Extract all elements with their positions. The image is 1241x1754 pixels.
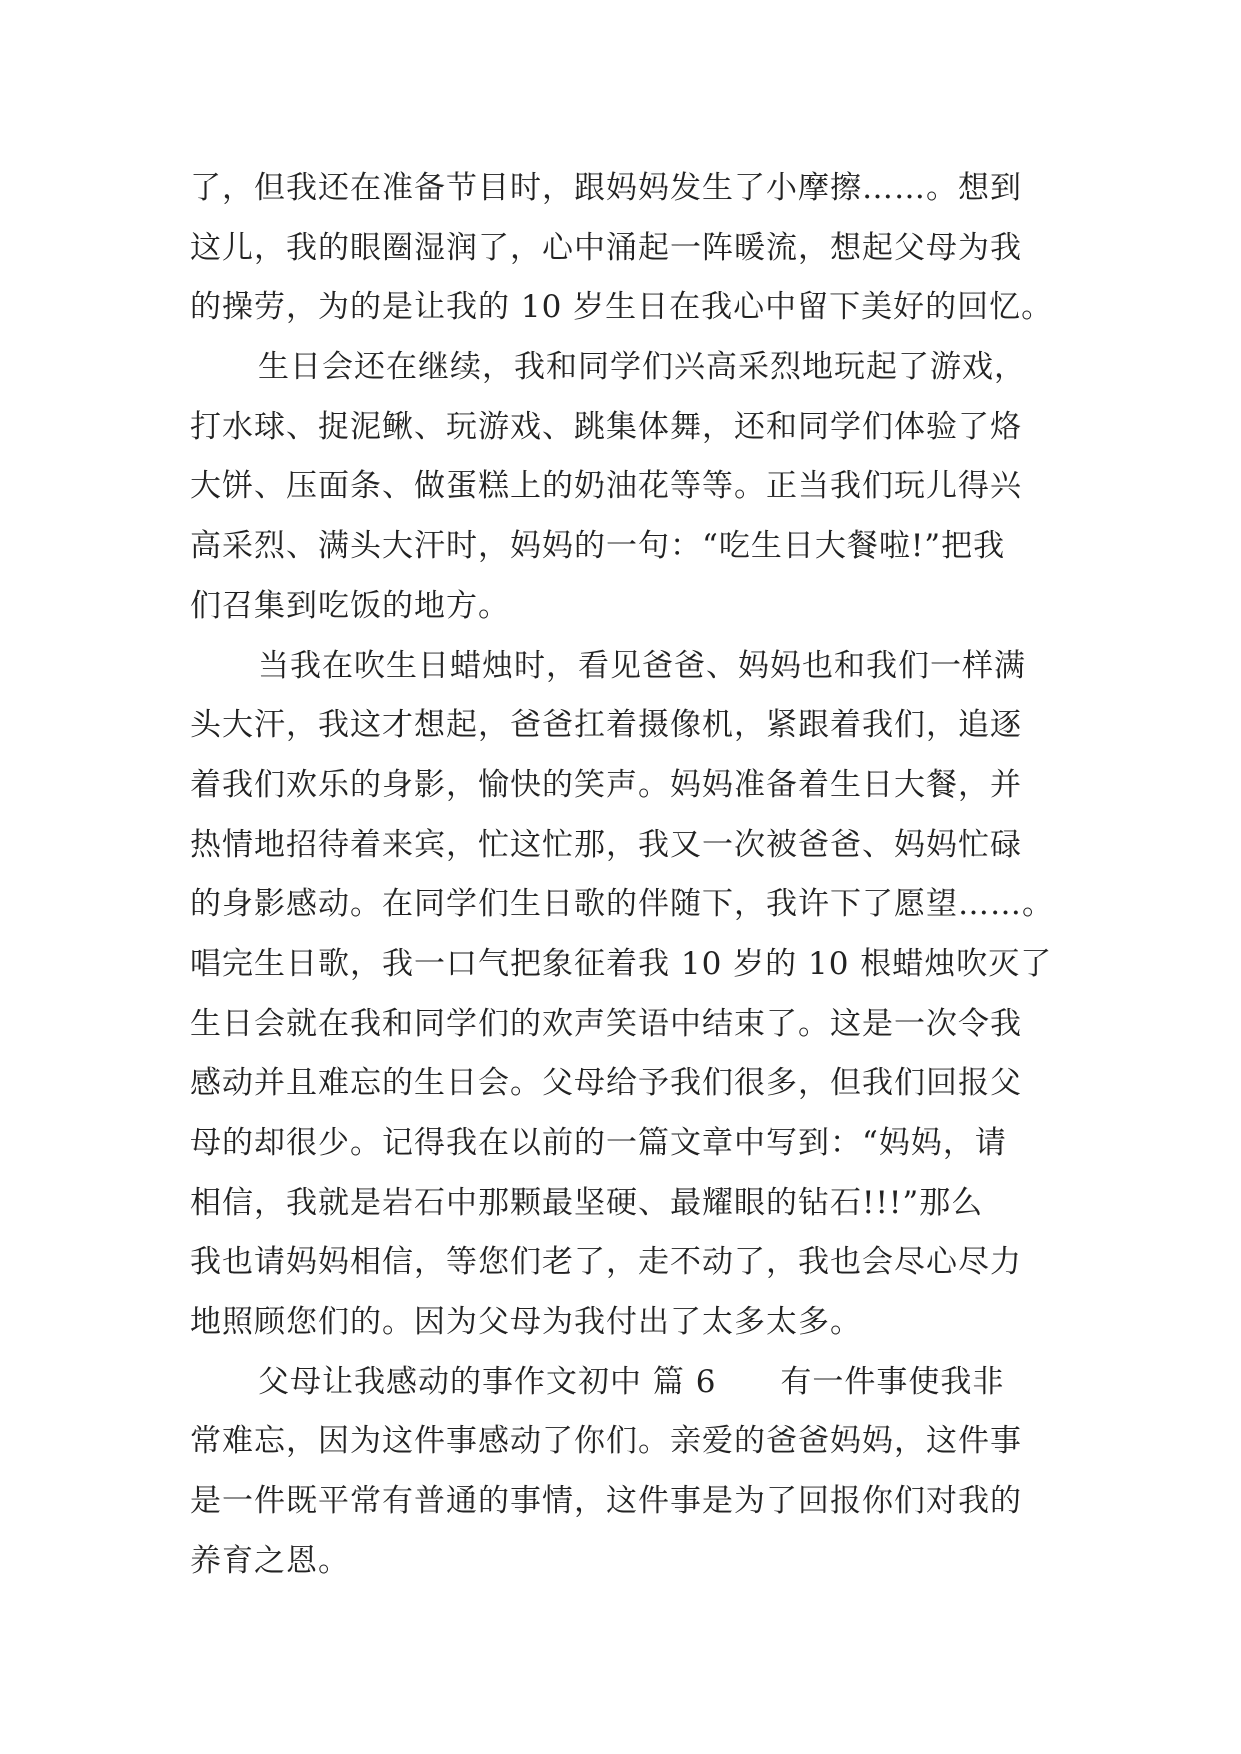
text-line: 生日会还在继续，我和同学们兴高采烈地玩起了游戏，	[258, 349, 1026, 386]
text-line: 相信，我就是岩石中那颗最坚硬、最耀眼的钻石!!!”那么	[190, 1184, 984, 1221]
text-line: 大饼、压面条、做蛋糕上的奶油花等等。正当我们玩儿得兴	[190, 468, 1022, 505]
text-line: 地照顾您们的。因为父母为我付出了太多太多。	[190, 1304, 862, 1341]
text-line: 我也请妈妈相信，等您们老了，走不动了，我也会尽心尽力	[190, 1244, 1022, 1281]
body-text	[190, 159, 1070, 1592]
text-line: 常难忘，因为这件事感动了你们。亲爱的爸爸妈妈，这件事	[190, 1423, 1022, 1460]
text-line: 这儿，我的眼圈湿润了，心中涌起一阵暖流，想起父母为我	[190, 229, 1022, 266]
text-line: 了，但我还在准备节目时，跟妈妈发生了小摩擦……。想到	[190, 170, 1022, 206]
text-line: 着我们欢乐的身影，愉快的笑声。妈妈准备着生日大餐，并	[190, 766, 1022, 803]
text-line: 的操劳，为的是让我的 10 岁生日在我心中留下美好的回忆。	[190, 289, 1054, 326]
text-line: 的身影感动。在同学们生日歌的伴随下，我许下了愿望……。	[190, 886, 1054, 923]
text-line: 养育之恩。	[190, 1542, 350, 1579]
text-line: 唱完生日歌，我一口气把象征着我 10 岁的 10 根蜡烛吹灭了	[190, 945, 1053, 982]
text-line: 是一件既平常有普通的事情，这件事是为了回报你们对我的	[190, 1483, 1022, 1520]
text-line: 当我在吹生日蜡烛时，看见爸爸、妈妈也和我们一样满	[258, 647, 1026, 684]
text-line: 感动并且难忘的生日会。父母给予我们很多，但我们回报父	[190, 1065, 1022, 1102]
text-line: 热情地招待着来宾，忙这忙那，我又一次被爸爸、妈妈忙碌	[190, 826, 1022, 863]
text-line: 生日会就在我和同学们的欢声笑语中结束了。这是一次令我	[190, 1005, 1022, 1042]
section-heading-line: 父母让我感动的事作文初中 篇 6 有一件事使我非	[258, 1363, 1005, 1400]
text-line: 高采烈、满头大汗时，妈妈的一句：“吃生日大餐啦!”把我	[190, 528, 1006, 565]
text-line: 头大汗，我这才想起，爸爸扛着摄像机，紧跟着我们，追逐	[190, 707, 1022, 744]
text-line: 们召集到吃饭的地方。	[190, 587, 510, 624]
text-line: 母的却很少。记得我在以前的一篇文章中写到：“妈妈，请	[190, 1125, 1007, 1161]
text-line: 打水球、捉泥鳅、玩游戏、跳集体舞，还和同学们体验了烙	[190, 408, 1022, 445]
